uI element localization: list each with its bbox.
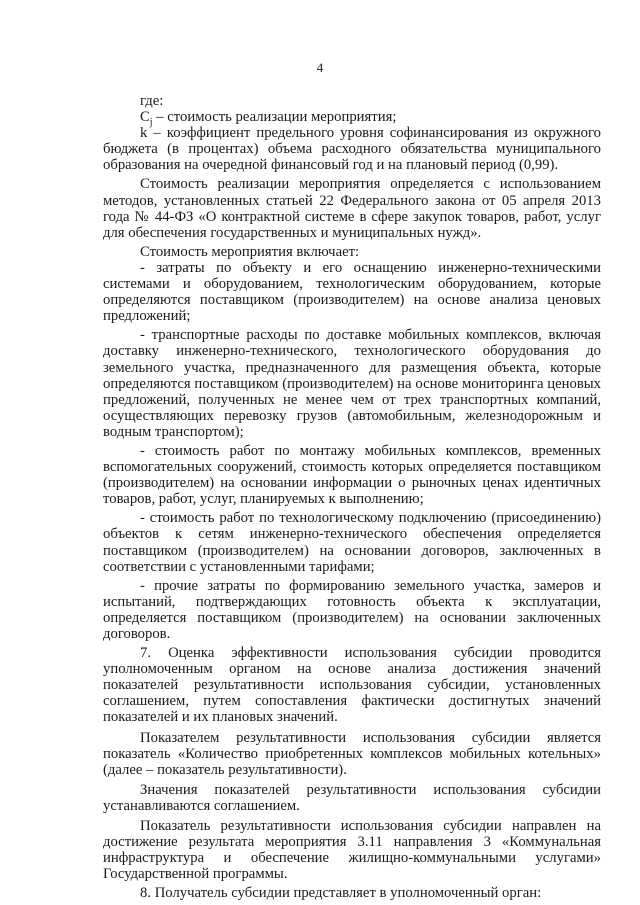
page-number: 4: [316, 60, 324, 75]
cj-definition-text: – стоимость реализации мероприятия;: [152, 109, 397, 126]
list-item-installation-costs: - стоимость работ по монтажу мобильных комплексов, временных вспомогательных сооружений, стоимость которых определяется поставщиком (производителем) на основании информации о рыночных ценах идентичных товаров, работ, услуг, планируемых к выполнению;: [103, 442, 601, 508]
paragraph-cost-method: Стоимость реализации мероприятия определяется с использованием методов, установленных статьей 22 Федерального закона от 05 апреля 2013 года № 44-ФЗ «О контрактной системе в сфере закупок товаров, работ, услуг для обеспечения государственных и муниципальных нужд».: [103, 176, 601, 241]
cj-symbol: C: [140, 109, 150, 126]
list-item-transport-costs: - транспортные расходы по доставке мобильных комплексов, включая доставку инженерно-технического, технологического оборудования до земельного участка, предназначенного для размещения объекта, которые определяются поставщиком (производителем) на основе мониторинга ценовых предложений, полученных не менее чем от трех транспортных компаний, осуществляющих перевозку грузов (автомобильным, железнодорожным и водным транспортом);: [103, 327, 601, 440]
paragraph-where: где:: [140, 93, 164, 109]
document-body: [103, 93, 601, 902]
paragraph-k-definition: k – коэффициент предельного уровня софинансирования из окружного бюджета (в процентах) объема расходного обязательства муниципального образования на очередной финансовый год и на плановый период (0,99).: [103, 125, 601, 174]
list-item-other-costs: - прочие затраты по формированию земельного участка, замеров и испытаний, подтверждающих готовность объекта к эксплуатации, определяется поставщиком (производителем) на основании заключенных договоров.: [103, 577, 601, 642]
paragraph-indicator-directed: Показатель результативности использования субсидии направлен на достижение результата мероприятия 3.11 направления 3 «Коммунальная инфраструктура и обеспечение жилищно-коммунальными услугами» Государственной программы.: [103, 818, 601, 883]
list-item-object-costs: - затраты по объекту и его оснащению инженерно-техническими системами и оборудованием, технологическим оборудованием, которые определяются поставщиком (производителем) на основе анализа ценовых предложений;: [103, 259, 601, 325]
list-item-connection-costs: - стоимость работ по технологическому подключению (присоединению) объектов к сетям инженерно-технического обеспечения определяется поставщиком (производителем) на основании договоров, заключенных в соответствии с установленными тарифами;: [103, 510, 601, 575]
paragraph-item-7: 7. Оценка эффективности использования субсидии проводится уполномоченным органом на основе анализа достижения значений показателей результативности использования субсидии, установленных соглашением, путем сопоставления фактически достигнутых значений показателей и их плановых значений.: [103, 645, 601, 726]
paragraph-indicator: Показателем результативности использования субсидии является показатель «Количество приобретенных комплексов мобильных котельных» (далее – показатель результативности).: [103, 729, 601, 778]
paragraph-item-8: 8. Получатель субсидии представляет в уполномоченный орган:: [140, 885, 542, 902]
cj-subscript: j: [149, 117, 153, 129]
paragraph-indicator-values: Значения показателей результативности использования субсидии устанавливаются соглашением.: [103, 781, 601, 814]
paragraph-cost-includes: Стоимость мероприятия включает:: [140, 243, 360, 260]
paragraph-cj-definition: [103, 109, 601, 129]
